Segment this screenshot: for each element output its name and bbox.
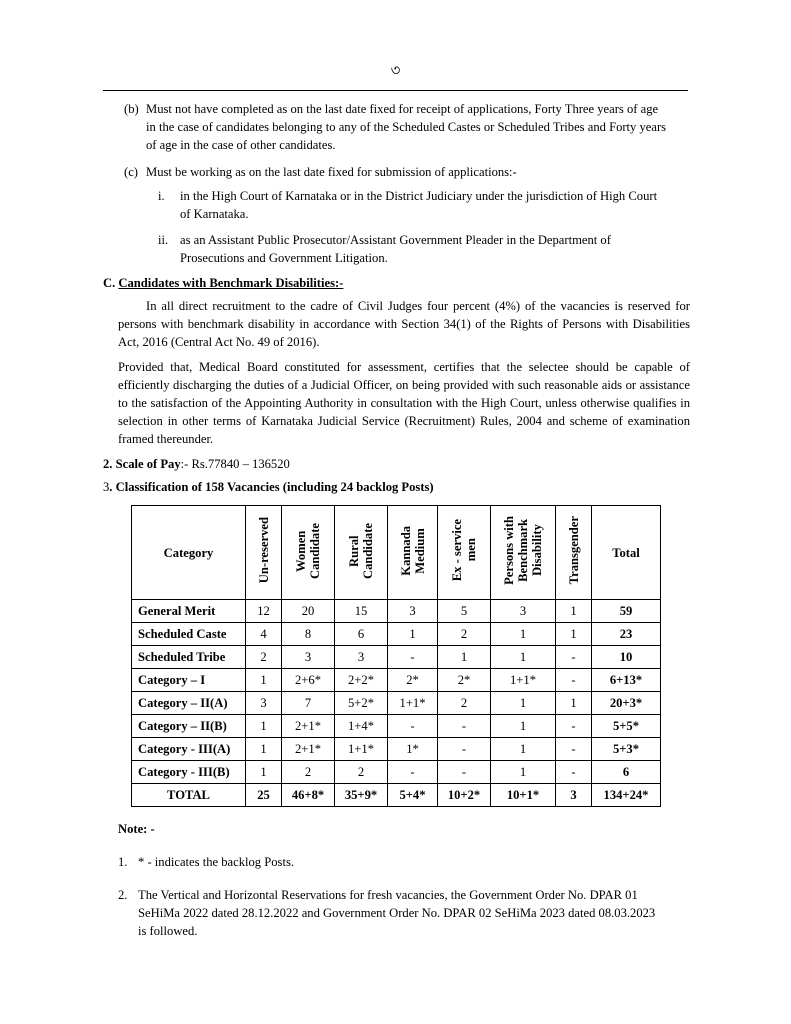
table-row xyxy=(132,600,661,623)
table-row xyxy=(132,761,661,784)
value-cell: 3 xyxy=(491,600,556,623)
table-row xyxy=(132,669,661,692)
value-cell: - xyxy=(556,646,592,669)
total-cell: 134+24* xyxy=(592,784,661,807)
header-kannada-medium: Kannada Medium xyxy=(388,506,438,600)
note-number: 1. xyxy=(118,855,128,869)
note-line: The Vertical and Horizontal Reservations for fresh vacancies, the Government Order No. DPAR 01 xyxy=(138,888,638,902)
item-line: Prosecutions and Government Litigation. xyxy=(180,251,388,265)
value-cell: 1 xyxy=(491,646,556,669)
value-cell: 25 xyxy=(246,784,282,807)
value-cell: 1 xyxy=(491,715,556,738)
value-cell: 1 xyxy=(491,623,556,646)
note-item-2 xyxy=(118,886,698,940)
value-cell: 3 xyxy=(335,646,388,669)
category-cell: TOTAL xyxy=(132,784,246,807)
total-cell: 5+5* xyxy=(592,715,661,738)
value-cell: - xyxy=(556,669,592,692)
section-c-para-1: In all direct recruitment to the cadre of Civil Judges four percent (4%) of the vacancies is reserved for persons with benchmark disability in accordance with Section 34(1) of the Rights of Persons with Disabilities Act, 2016 (Central Act No. 49 of 2016). xyxy=(118,299,690,349)
value-cell: 2 xyxy=(438,623,491,646)
value-cell: 1 xyxy=(246,761,282,784)
value-cell: 2* xyxy=(438,669,491,692)
value-cell: 3 xyxy=(282,646,335,669)
header-ex-servicemen: Ex - service men xyxy=(438,506,491,600)
note-heading: Note: - xyxy=(118,822,155,836)
value-cell: 3 xyxy=(556,784,592,807)
table-row xyxy=(132,738,661,761)
header-rural-candidate: Rural Candidate xyxy=(335,506,388,600)
eligibility-c xyxy=(124,163,694,181)
value-cell: 1 xyxy=(491,692,556,715)
value-cell: 2* xyxy=(388,669,438,692)
value-cell: 2+1* xyxy=(282,738,335,761)
value-cell: - xyxy=(438,761,491,784)
value-cell: 2+2* xyxy=(335,669,388,692)
total-cell: 20+3* xyxy=(592,692,661,715)
value-cell: - xyxy=(556,715,592,738)
note-line: SeHiMa 2022 dated 28.12.2022 and Government Order No. DPAR 02 SeHiMa 2023 dated 08.03.2023 xyxy=(138,906,656,920)
category-cell: Scheduled Tribe xyxy=(132,646,246,669)
value-cell: 3 xyxy=(246,692,282,715)
item-number: ii. xyxy=(158,233,169,247)
total-cell: 6 xyxy=(592,761,661,784)
value-cell: 1 xyxy=(246,669,282,692)
scale-of-pay-value: :- Rs.77840 – 136520 xyxy=(180,457,290,471)
value-cell: 1 xyxy=(491,761,556,784)
table-total-row xyxy=(132,784,661,807)
value-cell: - xyxy=(388,646,438,669)
category-cell: General Merit xyxy=(132,600,246,623)
eligibility-b-line: Must not have completed as on the last date fixed for receipt of applications, Forty Three years of age xyxy=(146,102,659,116)
value-cell: 2 xyxy=(335,761,388,784)
value-cell: 8 xyxy=(282,623,335,646)
value-cell: - xyxy=(388,715,438,738)
eligibility-b-line: in the case of candidates belonging to any of the Scheduled Castes or Scheduled Tribes and Forty years xyxy=(146,120,667,134)
value-cell: - xyxy=(388,761,438,784)
vacancy-table xyxy=(131,505,661,807)
value-cell: 10+2* xyxy=(438,784,491,807)
value-cell: 10+1* xyxy=(491,784,556,807)
category-cell: Category - III(A) xyxy=(132,738,246,761)
eligibility-c-item-ii xyxy=(158,231,698,267)
value-cell: 1* xyxy=(388,738,438,761)
value-cell: 1 xyxy=(438,646,491,669)
value-cell: 6 xyxy=(335,623,388,646)
total-cell: 6+13* xyxy=(592,669,661,692)
category-cell: Category – II(A) xyxy=(132,692,246,715)
category-cell: Category – II(B) xyxy=(132,715,246,738)
classification-title: . Classification of 158 Vacancies (including 24 backlog Posts) xyxy=(109,480,434,494)
total-cell: 23 xyxy=(592,623,661,646)
eligibility-c-text: Must be working as on the last date fixed for submission of applications:- xyxy=(146,165,517,179)
value-cell: 1 xyxy=(556,623,592,646)
header-transgender: Transgender xyxy=(556,506,592,600)
total-cell: 59 xyxy=(592,600,661,623)
value-cell: 46+8* xyxy=(282,784,335,807)
page-number: ৩ xyxy=(390,63,401,79)
item-line: of Karnataka. xyxy=(180,207,249,221)
value-cell: 7 xyxy=(282,692,335,715)
value-cell: - xyxy=(438,738,491,761)
scale-of-pay-label: 2. Scale of Pay xyxy=(103,457,181,471)
note-line: * - indicates the backlog Posts. xyxy=(138,855,294,869)
value-cell: 5+2* xyxy=(335,692,388,715)
value-cell: 1 xyxy=(556,692,592,715)
value-cell: 15 xyxy=(335,600,388,623)
item-number: i. xyxy=(158,189,165,203)
value-cell: 1+1* xyxy=(388,692,438,715)
value-cell: 20 xyxy=(282,600,335,623)
value-cell: 2 xyxy=(282,761,335,784)
header-total: Total xyxy=(592,506,661,600)
classification-number: 3 xyxy=(103,480,110,494)
section-c-para-2: Provided that, Medical Board constituted for assessment, certifies that the selectee should be capable of efficiently discharging the duties of a Judicial Officer, on being provided with such reasonable aids or assistance to the satisfaction of the Appointing Authority in consultation with the High Court, unless otherwise qualifies in selection in other terms of Karnataka Judicial Service (Recruitment) Rules, 2004 and scheme of examination framed thereunder. xyxy=(118,360,690,446)
value-cell: 1 xyxy=(388,623,438,646)
total-cell: 5+3* xyxy=(592,738,661,761)
note-line: is followed. xyxy=(138,924,198,938)
value-cell: 2+1* xyxy=(282,715,335,738)
value-cell: 5 xyxy=(438,600,491,623)
section-c-prefix: C. xyxy=(103,276,116,290)
table-header-row xyxy=(132,506,661,600)
table-row xyxy=(132,715,661,738)
value-cell: 1+1* xyxy=(335,738,388,761)
scale-of-pay xyxy=(103,455,503,473)
category-cell: Scheduled Caste xyxy=(132,623,246,646)
value-cell: 1+1* xyxy=(491,669,556,692)
eligibility-b-label: (b) xyxy=(124,102,139,116)
note-number: 2. xyxy=(118,888,128,902)
value-cell: - xyxy=(438,715,491,738)
header-category: Category xyxy=(132,506,246,600)
value-cell: 4 xyxy=(246,623,282,646)
section-c-title: Candidates with Benchmark Disabilities:- xyxy=(118,276,344,290)
value-cell: 35+9* xyxy=(335,784,388,807)
table-row xyxy=(132,623,661,646)
header-benchmark-disability: Persons with Benchmark Disability xyxy=(491,506,556,600)
value-cell: 2 xyxy=(438,692,491,715)
item-line: in the High Court of Karnataka or in the District Judiciary under the jurisdiction of High Court xyxy=(180,189,658,203)
header-women-candidate: Women Candidate xyxy=(282,506,335,600)
value-cell: 1 xyxy=(556,600,592,623)
value-cell: 1 xyxy=(246,738,282,761)
eligibility-b xyxy=(124,100,694,154)
item-line: as an Assistant Public Prosecutor/Assistant Government Pleader in the Department of xyxy=(180,233,611,247)
header-rule xyxy=(103,90,688,91)
value-cell: 1 xyxy=(246,715,282,738)
value-cell: 2+6* xyxy=(282,669,335,692)
eligibility-b-line: of age in the case of other candidates. xyxy=(146,138,336,152)
value-cell: 3 xyxy=(388,600,438,623)
category-cell: Category - III(B) xyxy=(132,761,246,784)
header-unreserved: Un-reserved xyxy=(246,506,282,600)
value-cell: 12 xyxy=(246,600,282,623)
eligibility-c-label: (c) xyxy=(124,165,138,179)
category-cell: Category – I xyxy=(132,669,246,692)
value-cell: 1 xyxy=(491,738,556,761)
section-c-heading xyxy=(103,274,503,292)
total-cell: 10 xyxy=(592,646,661,669)
value-cell: - xyxy=(556,738,592,761)
table-row xyxy=(132,692,661,715)
value-cell: 2 xyxy=(246,646,282,669)
note-item-1 xyxy=(118,853,698,871)
classification-heading xyxy=(103,478,603,496)
value-cell: - xyxy=(556,761,592,784)
value-cell: 1+4* xyxy=(335,715,388,738)
eligibility-c-item-i xyxy=(158,187,698,223)
value-cell: 5+4* xyxy=(388,784,438,807)
table-row xyxy=(132,646,661,669)
